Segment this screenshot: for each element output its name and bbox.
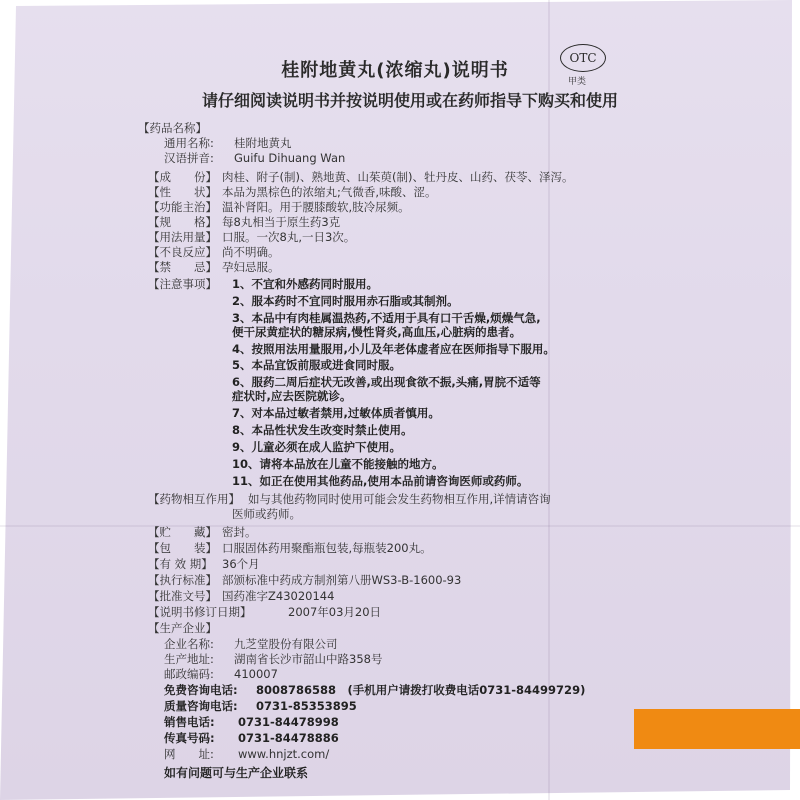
- precaution-line: 3、本品中有肉桂属温热药,不适用于具有口干舌燥,烦燥气急,: [232, 311, 541, 325]
- contraindication-value: 孕妇忌服。: [222, 260, 280, 274]
- storage-value: 密封。: [222, 525, 257, 539]
- fold-crease-vertical: [548, 0, 550, 800]
- otc-class: 甲类: [568, 77, 587, 87]
- precaution-line: 5、本品宜饭前服或进食同时服。: [232, 358, 401, 372]
- validity-value: 36个月: [222, 557, 260, 571]
- zip-label: 邮政编码:: [164, 667, 214, 681]
- page-subtitle: 请仔细阅读说明书并按说明使用或在药师指导下购买和使用: [201, 91, 618, 110]
- revision-label: 【说明书修订日期】: [148, 605, 252, 619]
- properties-label: 【性 状】: [148, 185, 217, 199]
- pinyin-label: 汉语拼音:: [164, 151, 214, 165]
- properties-value: 本品为黑棕色的浓缩丸;气微香,味酸、涩。: [222, 185, 437, 199]
- precaution-line: 10、请将本品放在儿童不能接触的地方。: [232, 457, 444, 471]
- dosage-value: 口服。一次8丸,一日3次。: [222, 230, 356, 244]
- ingredients-label: 【成 份】: [148, 170, 217, 184]
- website-row: [164, 747, 329, 761]
- website-value: www.hnjzt.com/: [238, 747, 330, 761]
- specification-row: [148, 215, 340, 229]
- precaution-line: 9、儿童必须在成人监护下使用。: [232, 440, 401, 454]
- precaution-line: 症状时,应去医院就诊。: [232, 389, 352, 403]
- sales-phone-value: 0731-84478998: [238, 715, 339, 729]
- free-hotline-row: [164, 683, 585, 697]
- contraindication-row: [148, 260, 280, 274]
- interactions-line: 如与其他药物同时使用可能会发生药物相互作用,详情请咨询: [248, 492, 551, 506]
- fax-label: 传真号码:: [164, 731, 215, 745]
- interactions-line: 医师或药师。: [232, 507, 301, 521]
- dosage-label: 【用法用量】: [148, 230, 217, 244]
- otc-badge-text: OTC: [569, 51, 597, 65]
- storage-label: 【贮 藏】: [148, 525, 217, 539]
- precautions-label: 【注意事项】: [148, 277, 217, 291]
- standard-row: [148, 573, 461, 587]
- package-value: 口服固体药用聚酯瓶包装,每瓶装200丸。: [222, 541, 432, 555]
- free-hotline-value: 8008786588 (手机用户请拨打收费电话0731-84499729): [256, 683, 586, 697]
- fax-row: [164, 731, 339, 745]
- sales-phone-label: 销售电话:: [164, 715, 215, 729]
- indications-value: 温补肾阳。用于腰膝酸软,肢冷尿频。: [222, 200, 410, 214]
- free-hotline-label: 免费咨询电话:: [164, 683, 238, 697]
- precaution-line: 4、按照用法用量服用,小儿及年老体虚者应在医师指导下服用。: [232, 342, 555, 356]
- zip-value: 410007: [234, 667, 278, 681]
- package-label: 【包 装】: [148, 541, 217, 555]
- drug-name-label: 【药品名称】: [138, 121, 207, 135]
- footer-note: 如有问题可与生产企业联系: [164, 766, 309, 780]
- common-name-row: [164, 136, 292, 150]
- specification-value: 每8丸相当于原生药3克: [222, 215, 341, 229]
- package-row: [148, 541, 432, 555]
- precaution-line: 6、服药二周后症状无改善,或出现食欲不振,头痛,胃脘不适等: [232, 375, 541, 389]
- manufacturer-label: 【生产企业】: [148, 621, 217, 635]
- otc-badge: [560, 44, 606, 72]
- contraindication-label: 【禁 忌】: [148, 260, 217, 274]
- precaution-line: 2、服本药时不宜同时服用赤石脂或其制剂。: [232, 294, 459, 308]
- page-title: 桂附地黄丸(浓缩丸)说明书: [281, 60, 509, 81]
- manufacturer-name-row: [164, 637, 338, 651]
- common-name-value: 桂附地黄丸: [234, 136, 292, 150]
- precaution-line: 11、如正在使用其他药品,使用本品前请咨询医师或药师。: [232, 474, 529, 488]
- common-name-label: 通用名称:: [164, 136, 214, 150]
- approval-value: 国药准字Z43020144: [222, 589, 335, 603]
- indications-row: [148, 200, 410, 214]
- revision-row: [148, 605, 381, 619]
- quality-hotline-row: [164, 699, 357, 713]
- precaution-line: 7、对本品过敏者禁用,过敏体质者慎用。: [232, 406, 440, 420]
- specification-label: 【规 格】: [148, 215, 217, 229]
- address-label: 生产地址:: [164, 652, 214, 666]
- dosage-row: [148, 230, 355, 244]
- pinyin-row: [164, 151, 345, 165]
- quality-hotline-label: 质量咨询电话:: [164, 699, 238, 713]
- standard-label: 【执行标准】: [148, 573, 217, 587]
- fax-value: 0731-84478886: [238, 731, 339, 745]
- adverse-row: [148, 245, 280, 259]
- validity-row: [148, 557, 260, 571]
- revision-value: 2007年03月20日: [288, 605, 382, 619]
- indications-label: 【功能主治】: [148, 200, 217, 214]
- standard-value: 部颁标准中药成方制剂第八册WS3-B-1600-93: [222, 573, 462, 587]
- website-label: 网 址:: [164, 747, 214, 761]
- zip-row: [164, 667, 278, 681]
- approval-row: [148, 589, 334, 603]
- manufacturer-name-value: 九芝堂股份有限公司: [234, 637, 338, 651]
- adverse-value: 尚不明确。: [222, 245, 280, 259]
- address-row: [164, 652, 382, 666]
- approval-label: 【批准文号】: [148, 589, 217, 603]
- precaution-line: 8、本品性状发生改变时禁止使用。: [232, 423, 413, 437]
- pinyin-value: Guifu Dihuang Wan: [234, 151, 346, 165]
- orange-strip: [634, 709, 800, 749]
- ingredients-value: 肉桂、附子(制)、熟地黄、山茱萸(制)、牡丹皮、山药、茯苓、泽泻。: [222, 170, 574, 184]
- precaution-line: 便干尿黄症状的糖尿病,慢性肾炎,高血压,心脏病的患者。: [232, 325, 522, 339]
- fold-crease-horizontal: [0, 525, 800, 527]
- address-value: 湖南省长沙市韶山中路358号: [234, 652, 383, 666]
- adverse-label: 【不良反应】: [148, 245, 217, 259]
- manufacturer-name-label: 企业名称:: [164, 637, 214, 651]
- validity-label: 【有 效 期】: [148, 557, 213, 571]
- ingredients-row: [148, 170, 573, 184]
- precaution-line: 1、不宜和外感药同时服用。: [232, 277, 379, 291]
- properties-row: [148, 185, 437, 199]
- storage-row: [148, 525, 257, 539]
- sales-phone-row: [164, 715, 339, 729]
- quality-hotline-value: 0731-85353895: [256, 699, 357, 713]
- interactions-label: 【药物相互作用】: [148, 492, 240, 506]
